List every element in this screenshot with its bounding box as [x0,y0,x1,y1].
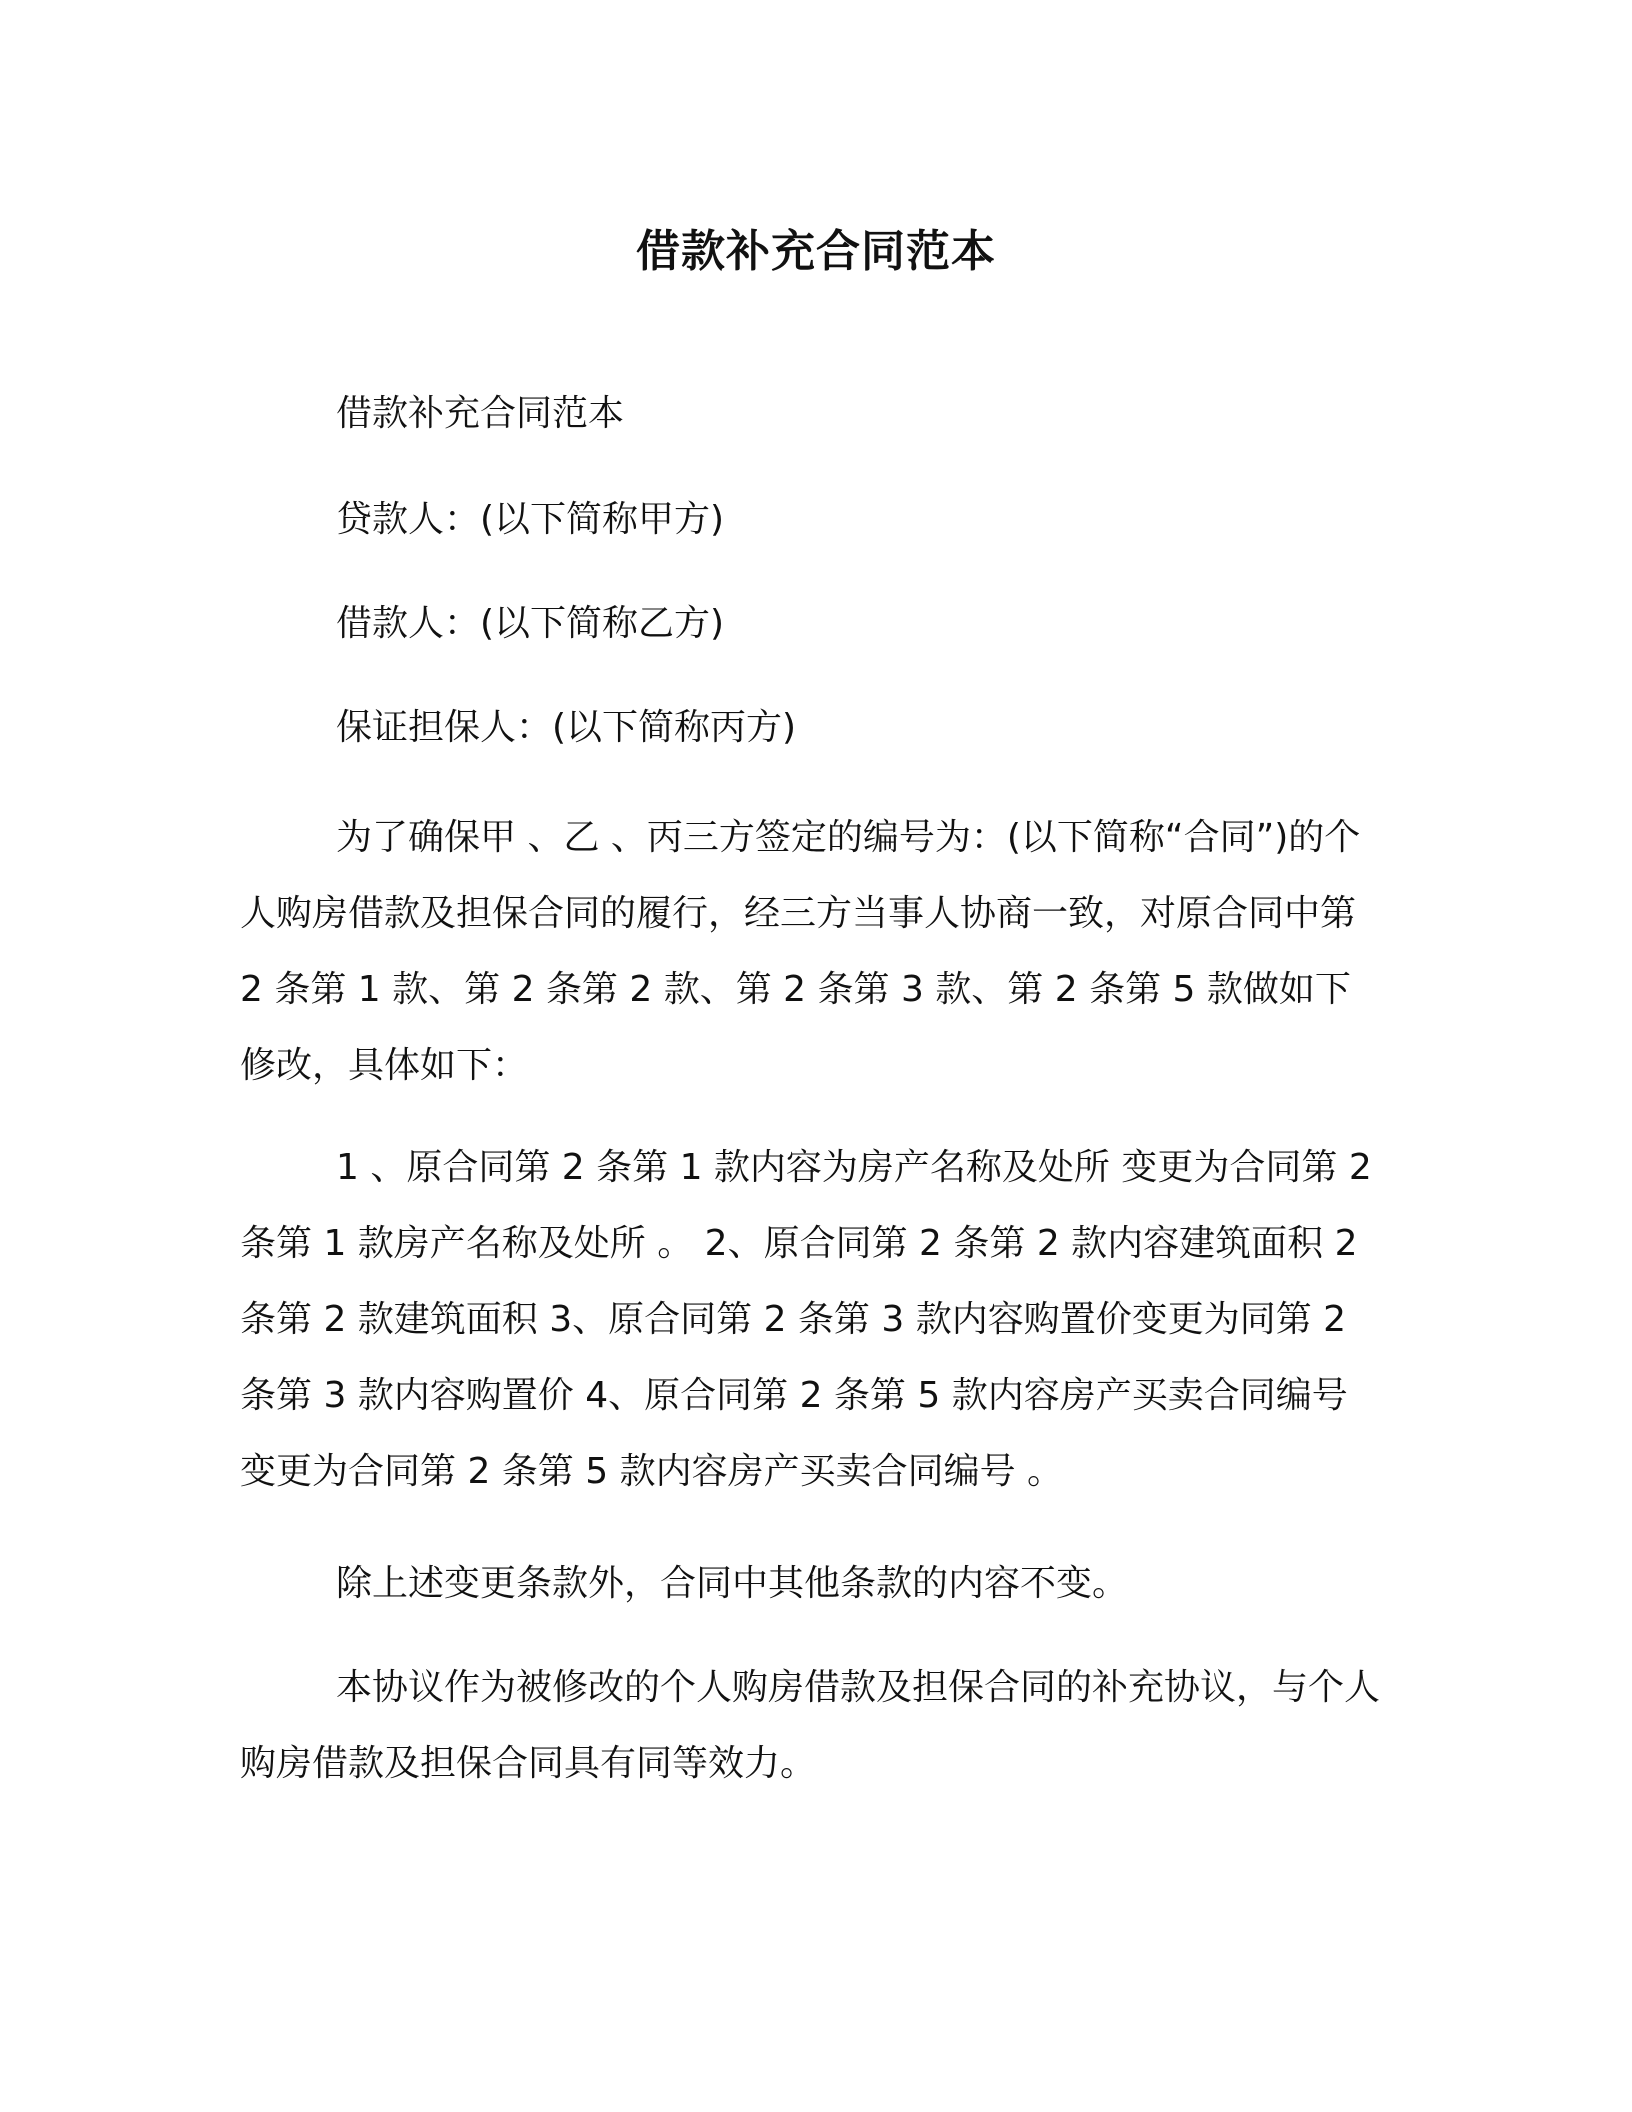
unchanged-paragraph: 除上述变更条款外，合同中其他条款的内容不变。 [336,1563,1129,1604]
intro-paragraph-block [240,800,1380,1104]
document-title: 借款补充合同范本 [636,226,996,277]
amendments-paragraph-block [240,1130,1380,1510]
lender-line: 贷款人：(以下简称甲方) [336,499,725,540]
guarantor-line: 保证担保人：(以下简称丙方) [336,707,797,748]
borrower-line: 借款人：(以下简称乙方) [336,603,725,644]
effect-paragraph-block [240,1650,1380,1802]
effect-paragraph: 本协议作为被修改的个人购房借款及担保合同的补充协议，与个人购房借款及担保合同具有同等效力。 [240,1667,1381,1784]
amendments-paragraph: 1 、原合同第 2 条第 1 款内容为房产名称及处所 变更为合同第 2 条第 1 款房产名称及处所 。 2、原合同第 2 条第 2 款内容建筑面积 2 条第 2 款建筑面积 3、原合同第 2 条第 3 款内容购置价变更为同第 2 条第 3 款内容购置价 4、原合同第 2 条第 5 款内容房产买卖合同编号变更为合同第 2 条第 5 款内容房产买卖合同编号 。 [240,1147,1372,1492]
intro-paragraph: 为了确保甲 、乙 、丙三方签定的编号为：(以下简称“合同”)的个人购房借款及担保合同的履行，经三方当事人协商一致，对原合同中第 2 条第 1 款、第 2 条第 2 款、第 2 条第 3 款、第 2 条第 5 款做如下修改，具体如下： [240,817,1361,1086]
unchanged-paragraph-block [240,1554,1380,1614]
contract-heading: 借款补充合同范本 [336,393,625,434]
